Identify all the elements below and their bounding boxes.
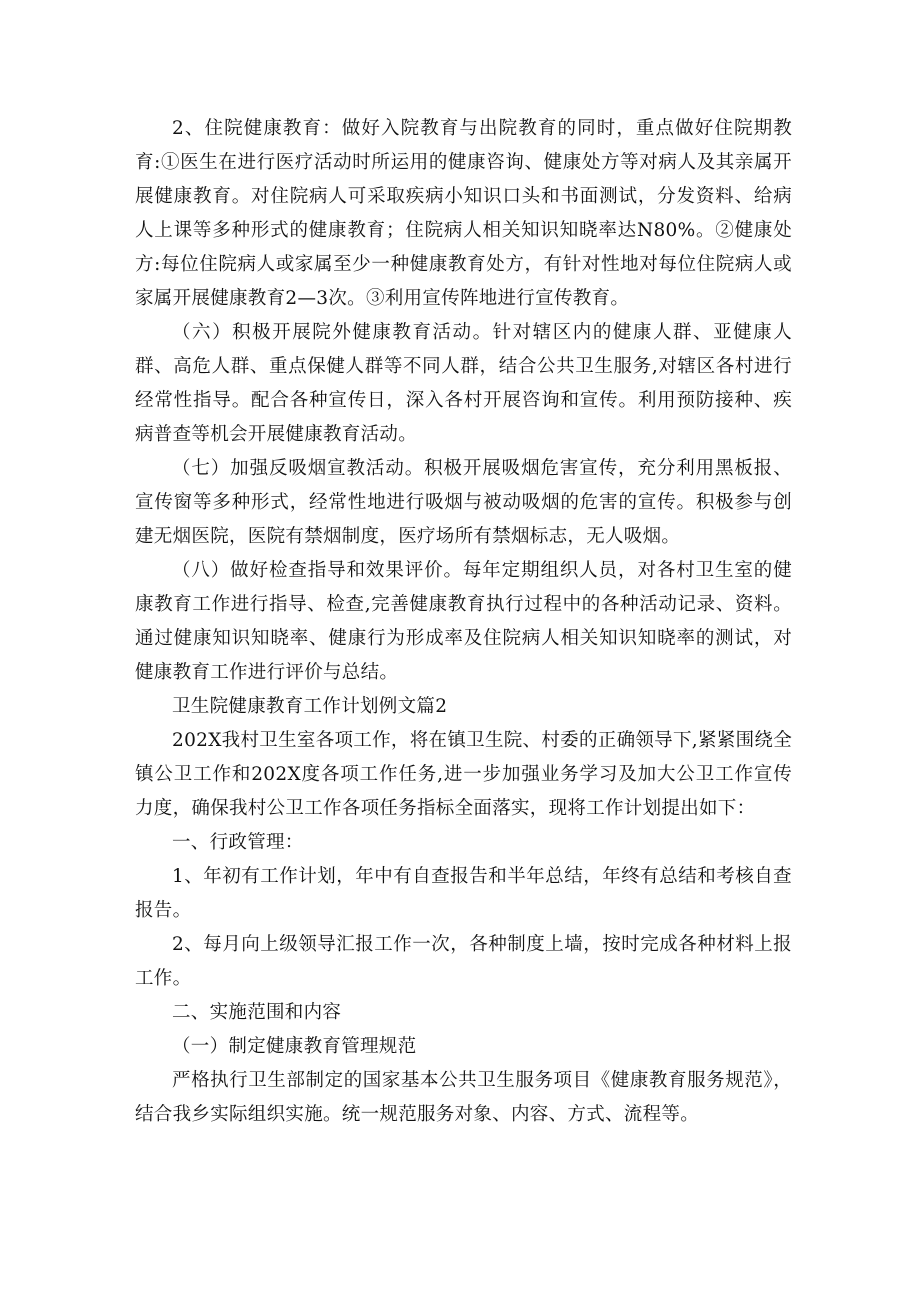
heading-scope-content: 二、实施范围和内容 bbox=[172, 1002, 342, 1023]
heading-administration: 一、行政管理： bbox=[172, 832, 304, 853]
paragraph-outpatient-activities: （六）积极开展院外健康教育活动。针对辖区内的健康人群、亚健康人群、高危人群、重点保健人群等不同人群，结合公共卫生服务,对辖区各村进行经常性指导。配合各种宣传日，深入各村开展咨询和宣传。利用预防接种、疾病普查等机会开展健康教育活动。 bbox=[135, 322, 792, 445]
section-title-example-2: 卫生院健康教育工作计划例文篇2 bbox=[172, 696, 448, 717]
paragraph-annual-plan: 1、年初有工作计划，年中有自查报告和半年总结，年终有总结和考核自查报告。 bbox=[135, 866, 792, 921]
paragraph-village-clinic-plan: 202X我村卫生室各项工作，将在镇卫生院、村委的正确领导下,紧紧围绕全镇公卫工作和202X度各项工作任务,进一步加强业务学习及加大公卫工作宣传力度，确保我村公卫工作各项任务指标全面落实，现将工作计划提出如下： bbox=[135, 730, 792, 819]
subheading-management-standards: （一）制定健康教育管理规范 bbox=[172, 1036, 417, 1057]
paragraph-inspection-evaluation: （八）做好检查指导和效果评价。每年定期组织人员，对各村卫生室的健康教育工作进行指导、检查,完善健康教育执行过程中的各种活动记录、资料。通过健康知识知晓率、健康行为形成率及住院病人相关知识知晓率的测试，对健康教育工作进行评价与总结。 bbox=[135, 560, 792, 683]
paragraph-standard-implementation: 严格执行卫生部制定的国家基本公共卫生服务项目《健康教育服务规范》，结合我乡实际组织实施。统一规范服务对象、内容、方式、流程等。 bbox=[135, 1070, 792, 1125]
paragraph-monthly-report: 2、每月向上级领导汇报工作一次，各种制度上墙，按时完成各种材料上报工作。 bbox=[135, 934, 792, 989]
paragraph-inpatient-education: 2、住院健康教育：做好入院教育与出院教育的同时，重点做好住院期教育:①医生在进行医疗活动时所运用的健康咨询、健康处方等对病人及其亲属开展健康教育。对住院病人可采取疾病小知识口头和书面测试，分发资料、给病人上课等多种形式的健康教育；住院病人相关知识知晓率达N80%。②健康处方:每位住院病人或家属至少一种健康教育处方，有针对性地对每位住院病人或家属开展健康教育2—3次。③利用宣传阵地进行宣传教育。 bbox=[135, 118, 792, 309]
paragraph-anti-smoking: （七）加强反吸烟宣教活动。积极开展吸烟危害宣传，充分利用黑板报、宣传窗等多种形式，经常性地进行吸烟与被动吸烟的危害的宣传。积极参与创建无烟医院，医院有禁烟制度，医疗场所有禁烟标志，无人吸烟。 bbox=[135, 458, 792, 547]
